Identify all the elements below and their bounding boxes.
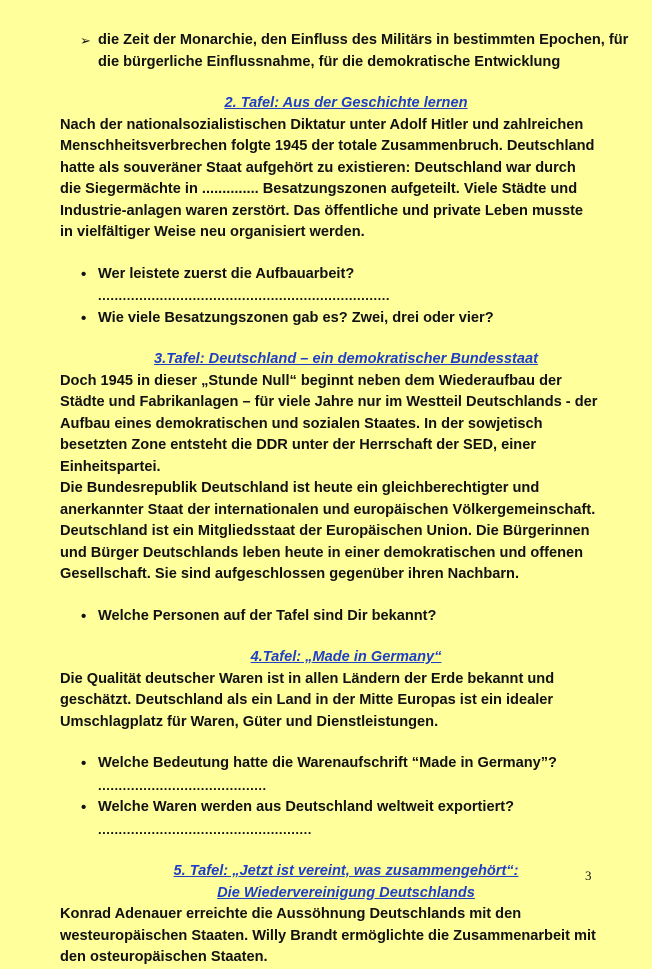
question-item [60,753,618,797]
section-2-heading: 2. Tafel: Aus der Geschichte lernen [224,95,468,111]
question-text: Wie viele Besatzungszonen gab es? Zwei, drei oder vier? [98,309,494,326]
section-3-paragraph-2: Die Bundesrepublik Deutschland ist heute ein gleichberechtigter und anerkannter Staat der internationalen und europäischen Völkergemeinschaft. Deutschland ist ein Mitgliedsstaat der Europäischen Union. Die Bürgerinnen und Bürger Deutschlands leben heute in einer demokratischen und offenen Gesellschaft. Sie sind aufgeschlossen gegenüber ihren Nachbarn. [60,480,596,582]
bullet-icon: • [81,309,87,327]
section-5-paragraph: Konrad Adenauer erreichte die Aussöhnung Deutschlands mit den westeuropäischen Staaten. Willy Brandt ermöglichte die Zusammenarbeit mit den osteuropäischen Staaten. [60,906,596,965]
question-text: Welche Bedeutung hatte die Warenaufschrift “Made in Germany”? [98,755,557,771]
answer-blank: ....................................................................... [98,288,390,303]
arrow-bullet-icon: ➢ [80,33,91,48]
section-2-paragraph: Nach der nationalsozialistischen Diktatur unter Adolf Hitler und zahlreichen Menschheitsverbrechen folgte 1945 der totale Zusammenbruch. Deutschland hatte als souveräner Staat aufgehört zu existieren: Deutschland war durch die Siegermächte in .............. Besatzungszonen aufgeteilt. Viele Städte und Industrie-anlagen waren zerstört. Das öffentliche und private Leben musste in vielfältiger Weise neu organisiert werden. [60,116,595,240]
section-3-questions [60,606,600,628]
section-4-paragraph: Die Qualität deutscher Waren ist in allen Ländern der Erde bekannt und geschätzt. Deutschland als ein Land in der Mitte Europas ist ein idealer Umschlagplatz für Waren, Güter und Dienstleistungen. [60,670,555,730]
section-5-heading-line-2: Die Wiedervereinigung Deutschlands [217,884,475,901]
question-item [60,797,618,841]
answer-blank: ......................................... [98,777,267,793]
section-5-heading-line-1: 5. Tafel: „Jetzt ist vereint, was zusammengehört“: [173,863,519,879]
bullet-icon: • [81,607,87,625]
question-item [60,606,618,628]
section-4-heading: 4.Tafel: „Made in Germany“ [250,649,442,665]
bullet-icon: • [81,755,87,772]
bullet-icon: • [81,265,87,283]
section-2-questions [60,264,600,330]
question-item [60,264,618,308]
intro-item-text: die Zeit der Monarchie, den Einfluss des Militärs in bestimmten Epochen, für die bürgerliche Einflussnahme, für die demokratische Entwicklung [98,32,629,70]
bullet-icon: • [81,799,87,816]
question-text: Wer leistete zuerst die Aufbauarbeit? [98,265,355,282]
question-text: Welche Personen auf der Tafel sind Dir bekannt? [98,607,437,624]
section-3-paragraph-1: Doch 1945 in dieser „Stunde Null“ beginnt neben dem Wiederaufbau der Städte und Fabrikanlagen – für viele Jahre nur im Westteil Deutschlands - der Aufbau eines demokratischen und sozialen Staates. In der sowjetisch besetzten Zone entsteht die DDR unter der Herrschaft der SED, einer Einheitspartei. [60,372,598,475]
page-number: 3 [585,868,592,883]
section-4-questions [60,753,600,841]
answer-blank: .................................................... [98,821,312,837]
section-3-heading: 3.Tafel: Deutschland – ein demokratischer Bundesstaat [154,351,538,367]
question-text: Welche Waren werden aus Deutschland weltweit exportiert? [98,799,515,815]
question-item [60,308,618,330]
intro-list-item [60,30,638,73]
